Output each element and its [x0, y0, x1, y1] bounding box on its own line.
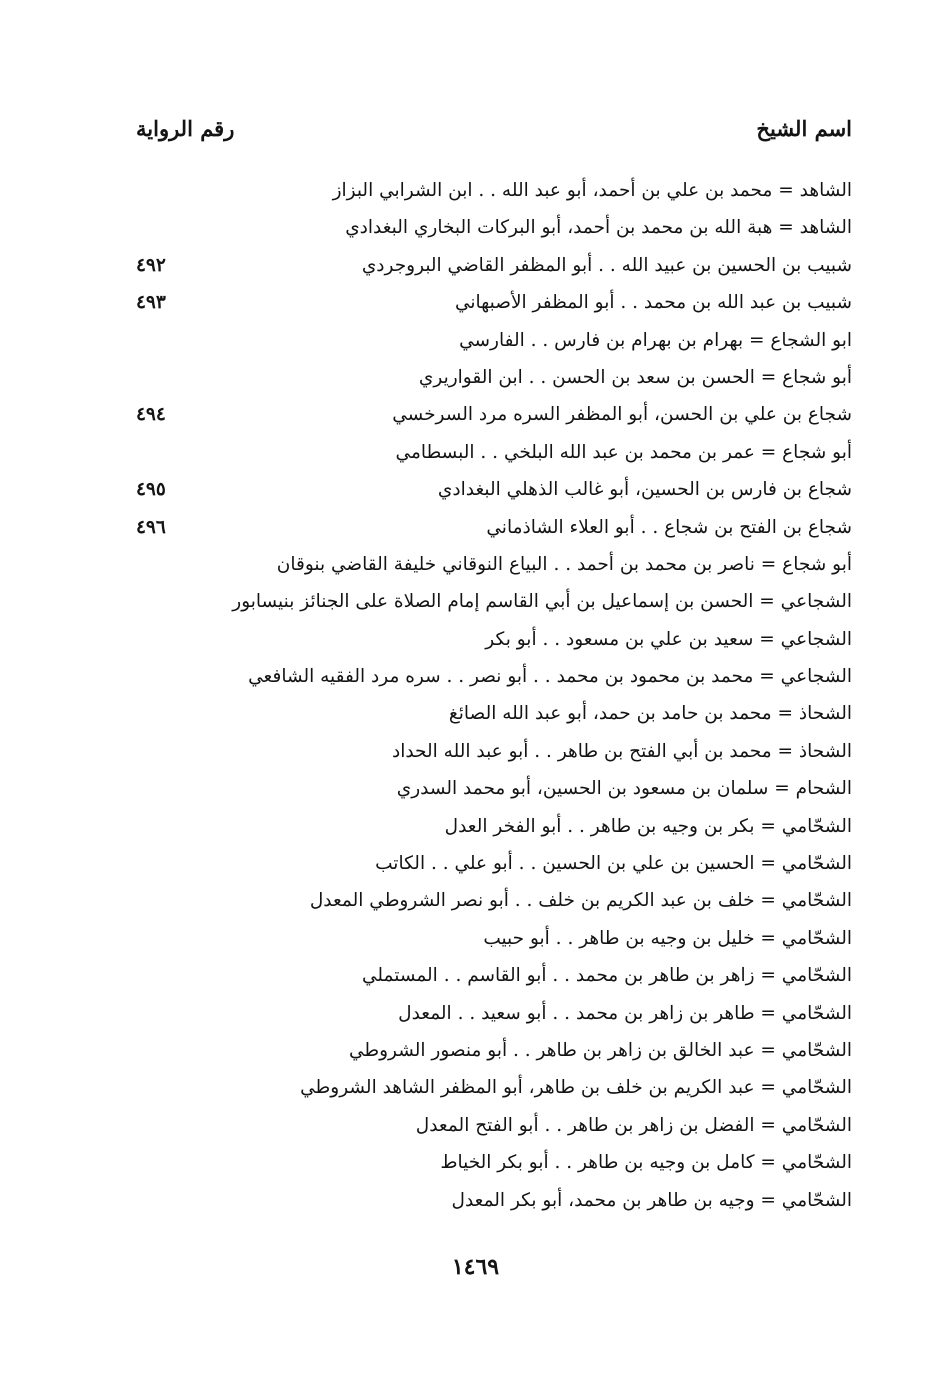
- sheikh-entry-text: الشاهد = هبة الله بن محمد بن أحمد، أبو البركات البخاري البغدادي: [345, 217, 852, 239]
- sheikh-entry-text: الشحاذ = محمد بن أبي الفتح بن طاهر . . أبو عبد الله الحداد: [391, 740, 852, 762]
- sheikh-entry-text: الشحّامي = وجيه بن طاهر بن محمد، أبو بكر المعدل: [451, 1189, 852, 1211]
- sheikh-entry-text: ابو الشجاع = بهرام بن بهرام بن فارس . . الفارسي: [459, 329, 852, 351]
- list-item: [130, 621, 852, 658]
- list-item: [130, 695, 852, 732]
- list-item: [130, 209, 852, 246]
- sheikh-entry-text: شبيب بن الحسين بن عبيد الله . . أبو المظفر القاضي البروجردي: [361, 254, 852, 276]
- narration-number: ٤٩٤: [136, 404, 166, 426]
- list-item: [130, 1182, 852, 1219]
- narration-number: ٤٩٥: [136, 479, 166, 501]
- list-item: [130, 509, 852, 546]
- list-item: [130, 770, 852, 807]
- sheikh-entry-text: الشجاعي = سعيد بن علي بن مسعود . . أبو بكر: [485, 628, 852, 650]
- list-item: [130, 322, 852, 359]
- list-item: [130, 920, 852, 957]
- list-item: [130, 284, 852, 321]
- list-item: [130, 1069, 852, 1106]
- sheikh-entry-text: الشحّامي = الحسين بن علي بن الحسين . . أبو علي . . الكاتب: [375, 853, 852, 875]
- sheikh-entry-text: الشحّامي = زاهر بن طاهر بن محمد . . أبو القاسم . . المستملي: [362, 965, 852, 987]
- sheikh-entry-text: أبو شجاع = الحسن بن سعد بن الحسن . . ابن القواريري: [418, 366, 852, 388]
- narration-number: ٤٩٢: [136, 254, 166, 276]
- narration-number: ٤٩٣: [136, 292, 166, 314]
- list-item: [130, 359, 852, 396]
- list-item: [130, 995, 852, 1032]
- sheikh-entry-text: الشحّامي = الفضل بن زاهر بن طاهر . . أبو الفتح المعدل: [415, 1114, 852, 1136]
- list-item: [130, 658, 852, 695]
- list-item: [130, 172, 852, 209]
- list-item: [130, 808, 852, 845]
- sheikh-entry-text: الشجاعي = الحسن بن إسماعيل بن أبي القاسم إمام الصلاة على الجنائز بنيسابور: [232, 591, 852, 613]
- sheikh-entry-text: الشحّامي = عبد الكريم بن خلف بن طاهر، أبو المظفر الشاهد الشروطي: [300, 1077, 852, 1099]
- sheikh-entry-text: شبيب بن عبد الله بن محمد . . أبو المظفر الأصبهاني: [454, 292, 852, 314]
- sheikh-entry-text: الشجاعي = محمد بن محمود بن محمد . . أبو نصر . . سره مرد الفقيه الشافعي: [248, 666, 852, 688]
- sheikh-entry-text: الشحّامي = كامل بن وجيه بن طاهر . . أبو بكر الخياط: [440, 1152, 852, 1174]
- page-number: ١٤٦٩: [451, 1254, 500, 1280]
- list-item: [130, 882, 852, 919]
- list-item: [130, 546, 852, 583]
- list-item: [130, 247, 852, 284]
- list-item: [130, 733, 852, 770]
- list-item: [130, 1032, 852, 1069]
- sheikh-entry-text: أبو شجاع = عمر بن محمد بن عبد الله البلخي . . البسطامي: [395, 441, 852, 463]
- header-narration-number: رقم الرواية: [136, 116, 235, 141]
- sheikh-entry-text: شجاع بن علي بن الحسن، أبو المظفر السره مرد السرخسي: [392, 404, 852, 426]
- sheikh-entry-text: الشحّامي = عبد الخالق بن زاهر بن طاهر . . أبو منصور الشروطي: [348, 1039, 852, 1061]
- sheikh-entry-text: الشاهد = محمد بن علي بن أحمد، أبو عبد الله . . ابن الشرابي البزاز: [332, 180, 852, 201]
- list-item: [130, 583, 852, 620]
- sheikh-entry-text: الشحّامي = بكر بن وجيه بن طاهر . . أبو الفخر العدل: [444, 815, 852, 837]
- sheikh-entry-text: أبو شجاع = ناصر بن محمد بن أحمد . . البياع النوقاني خليفة القاضي بنوقان: [276, 553, 852, 575]
- sheikh-entry-text: الشحّامي = خلف بن عبد الكريم بن خلف . . أبو نصر الشروطي المعدل: [309, 890, 852, 912]
- sheikh-entry-text: الشحاذ = محمد بن حامد بن حمد، أبو عبد الله الصائغ: [448, 703, 852, 725]
- list-item: [130, 434, 852, 471]
- list-item: [130, 396, 852, 433]
- list-item: [130, 845, 852, 882]
- header-sheikh-name: اسم الشيخ: [756, 116, 852, 141]
- sheikh-entry-text: الشحام = سلمان بن مسعود بن الحسين، أبو محمد السدري: [396, 778, 852, 800]
- column-header: [130, 116, 852, 152]
- list-item: [130, 1144, 852, 1181]
- list-item: [130, 957, 852, 994]
- list-item: [130, 471, 852, 508]
- sheikh-entry-text: شجاع بن فارس بن الحسين، أبو غالب الذهلي البغدادي: [437, 479, 852, 501]
- sheikh-entry-text: الشحّامي = خليل بن وجيه بن طاهر . . أبو حبيب: [483, 927, 852, 949]
- sheikh-entry-text: شجاع بن الفتح بن شجاع . . أبو العلاء الشاذماني: [486, 516, 852, 538]
- list-item: [130, 1107, 852, 1144]
- narration-number: ٤٩٦: [136, 516, 166, 538]
- sheikh-entry-text: الشحّامي = طاهر بن زاهر بن محمد . . أبو سعيد . . المعدل: [398, 1002, 852, 1024]
- sheikh-list: [130, 172, 852, 1219]
